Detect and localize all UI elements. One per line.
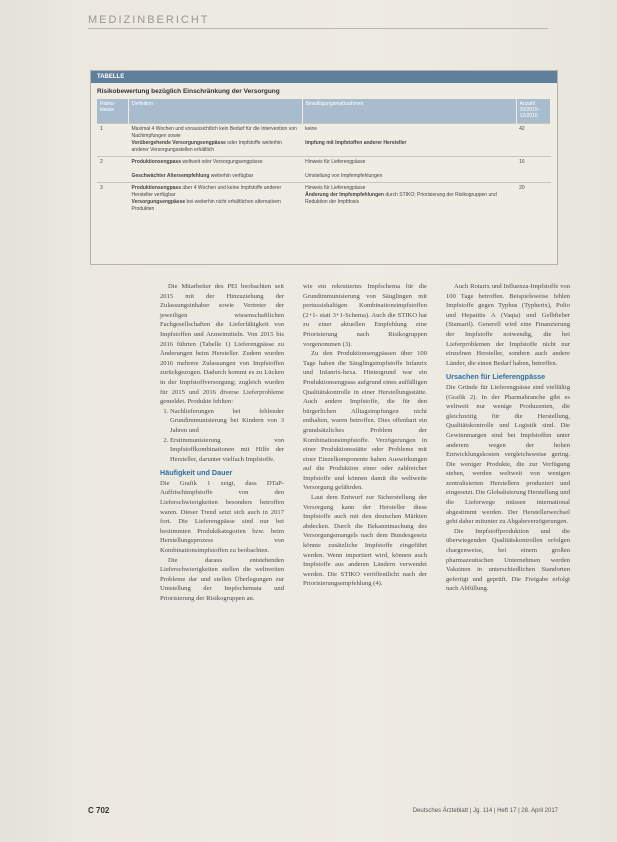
- measure-text: Umstellung von Impfempfehlungen: [305, 173, 383, 179]
- cell-measures: [302, 183, 516, 216]
- table-row: [97, 157, 551, 183]
- paragraph: Laut dem Entwurf zur Sicherstellung der Versorgung kann der Hersteller diese Impfstoffe auch mit den deutschen Märkten abdecken. Durch die Bekanntmachung des Versorgungsmangels nach dem Bundesgesetz könnte zusätzliche Impfstoffe eingeführt werden. Wenn importiert wird, können auch Impfstoffe aus anderen Ländern verwendet werden. Die STIKO veröffentlicht nach der Priorisierungsempfehlung (4).: [303, 494, 427, 588]
- paragraph: Die daraus entstehenden Lieferschwierigkeiten stellen die weltweiten Probleme dar und stellen Überlegungen zur Umstellung der Impfschemata und Priorisierung der Risikogruppen an.: [160, 556, 284, 602]
- definition-text: weltweit oder Versorgungsengpässe: [180, 159, 263, 165]
- table-row: [97, 124, 551, 157]
- cell-measures: [302, 124, 516, 157]
- table-title: Risikobewertung bezüglich Einschränkung der Versorgung: [97, 88, 280, 95]
- definition-text: Maximal 4 Wochen und voraussichtlich kein Bedarf für die Intervention von Nachimpfungen sowie: [131, 126, 297, 139]
- page-footer: [88, 806, 558, 818]
- text-column-1: [160, 282, 284, 604]
- cell-definition: [129, 183, 303, 216]
- subheading: Häufigkeit und Dauer: [160, 468, 233, 478]
- paragraph: Auch Rotarix und Influenza-Impfstoffe von 100 Tage betroffen. Beispielsweise fehlen Impfstoffe gegen Typhus (Typherix), Polio und Hepatitis A (Vaqta) und Gelbfieber (Stamaril). Generell wird eine Finanzierung der Impfstoffe notwendig, die bei Lieferproblemen der Impfstoffe nicht nur einzelnen Hersteller, sondern auch andere Länder, die einen Bedarf haben, betreffen.: [446, 283, 570, 367]
- paragraph: wie ein rekrutiertes Impfschema für die Grundimmunisierung von Säuglingen mit pertussishaltigen Kombinationsimpfstoffen (2+1- statt 3+1-Schema). Auch die STIKO hat zu einer aktuellen Empfehlung eine Priorisierung nach Risikogruppen vorgenommen (3).: [303, 283, 427, 348]
- measure-bold: Änderung der Impfempfehlungen: [305, 192, 384, 198]
- header-definition: Definition: [129, 99, 303, 124]
- measure-text: Hinweis für Lieferengpässe: [305, 159, 366, 165]
- cell-count: 20: [516, 183, 550, 216]
- definition-bold: Versorgungsengpässe: [131, 199, 186, 205]
- measure-bold: Impfung mit Impfstoffen anderer Hersteller: [305, 140, 407, 146]
- measure-text: Hinweis für Lieferengpässe: [305, 185, 366, 191]
- definition-text: weiterhin verfügbar: [209, 173, 254, 179]
- journal-citation: Deutsches Ärzteblatt | Jg. 114 | Heft 17 | 28. April 2017: [412, 808, 558, 814]
- cell-class: 2: [97, 157, 129, 183]
- definition-text: bei weiterhin nicht erhältlichen alternativen Produkten: [131, 199, 281, 212]
- definition-bold: Geschwächter Altersempfehlung: [131, 173, 210, 179]
- cell-class: 3: [97, 183, 129, 216]
- risk-table: [97, 99, 551, 215]
- list-item: 2. Erstimmunisierung von Impfstoffkombinationen mit Hilfe der Hersteller, darunter vielfach Impfstoffe.: [170, 436, 284, 465]
- definition-text: über 4 Wochen und keine Impfstoffe anderer Hersteller verfügbar: [131, 185, 282, 198]
- cell-count: 16: [516, 157, 550, 183]
- header-measures: Bewältigungsmaßnahmen: [302, 99, 516, 124]
- numbered-list: [160, 407, 284, 465]
- measure-text: keine: [305, 126, 318, 132]
- page-number: C 702: [88, 806, 110, 815]
- table-row: [97, 183, 551, 216]
- paragraph: Die Grafik 1 zeigt, dass DTaP-Auffrischimpfstoffe von den Lieferschwierigkeiten besonders betroffen waren. Dieser Trend setzt sich auch in 2017 fort. Die Lieferengpässe sind nur bei bestimmten Produktkategorien bzw. beim Herstellungsprozess von Kombinationsimpfstoffen zu beobachten.: [160, 479, 284, 555]
- definition-text: oder Impfstoffe weiterhin anderer Versorgungsstellen erhältlich: [131, 140, 282, 153]
- cell-class: 1: [97, 124, 129, 157]
- header-risk-class: Risiko-klasse: [97, 99, 129, 124]
- definition-bold: Vorübergehende Versorgungsengpässe: [131, 140, 226, 146]
- cell-definition: [129, 157, 303, 183]
- risk-table-box: [90, 70, 558, 265]
- list-item: 1. Nachlieferungen bei fehlender Grundimmunisierung bei Kindern von 3 Jahren und: [170, 407, 284, 436]
- definition-bold: Produktionsengpass: [131, 159, 181, 165]
- paragraph: Die Mitarbeiter des PEI beobachten seit 2015 mit der Hinzuziehung der Zulassungsinhaber sowie Vertreter der jeweiligen wissenschaftlichen Fachgesellschaften die Lieferfähigkeit von Impfstoffen und Arzneimitteln. Von 2015 bis 2016 führten (Tabelle 1) Lieferengpässe zu Änderungen beim Hersteller. Zudem wurden 2016 mehrere Zulassungen von Impfstoffen zurückgezogen. Dadurch kommt es zu Lücken in der Impfstoffversorgung; zugleich wurden für 2015 und 2016 diverse Lieferprobleme gemeldet. Produkte fehlten:: [160, 283, 284, 406]
- paragraph: Die Gründe für Lieferengpässe sind vielfältig (Grafik 2). In der Pharmabranche gibt es weltweit nur wenige Produzenten, die gleichzeitig für die Herstellung, Qualitätskontrolle und Logistik sind. Die Gewinnmargen sind bei Impfstoffen unter anderem wegen der hohen Entwicklungskosten vergleichsweise gering. Die weniger Produkte, die zur Verfügung stehen, werden weltweit von wenigen zentralisierten Herstellern produziert und eingesetzt. Die Globalisierung Herstellung und die Lieferwege müssen international abgestimmt werden. Der Herstellerwechsel geht daher mitunter zu Abgabeverzögerungen.: [446, 383, 570, 526]
- cell-count: 42: [516, 124, 550, 157]
- paragraph: Die Impfstoffproduktion und die überwiegenden Qualitätskontrollen erfolgen chargenweise, bei einem großen pharmazeutischen Unternehmen werden Vakzinen in unterschiedlichen Standorten gefertigt und geprüft. Die Freigabe erfolgt nach Abfüllung.: [446, 527, 570, 593]
- paragraph: Zu den Produktionsengpässen über 100 Tage haben die Säuglingsimpfstoffe Infanrix und Infanrix-hexa. Hintergrund war ein Produktionsengpass aufgrund eines auffälligen Qualitätskontrolle in einer Herstellungsstätte. Auch andere Impfstoffe, die für den bürgerlichen Alltagsimpfungen nicht enthalten, waren betroffen. Dies offenbart ein grundsätzliches Problem der Kombinationsimpfstoffe. Verzögerungen in einer Produktionsstätte oder Probleme mit einer Einzelkomponente haben Auswirkungen auf die Produktion einer oder zahlreicher Impfstoffe und können damit die weltweite Versorgung gefährden.: [303, 350, 427, 492]
- text-column-2: [303, 282, 427, 589]
- table-tag: TABELLE: [91, 71, 557, 83]
- subheading: Ursachen für Lieferengpässe: [446, 372, 546, 382]
- section-title: MEDIZINBERICHT: [88, 14, 210, 26]
- measure-text: durch STIKO; Priorisierung der Risikogruppen und Reduktion der Impfdosis: [305, 192, 497, 205]
- cell-definition: [129, 124, 303, 157]
- section-header: [88, 10, 548, 29]
- text-column-3: [446, 282, 570, 594]
- header-count: Anzahl 10/2015–12/2016: [516, 99, 550, 124]
- table-header-row: [97, 99, 551, 124]
- cell-measures: [302, 157, 516, 183]
- definition-bold: Produktionsengpass: [131, 185, 181, 191]
